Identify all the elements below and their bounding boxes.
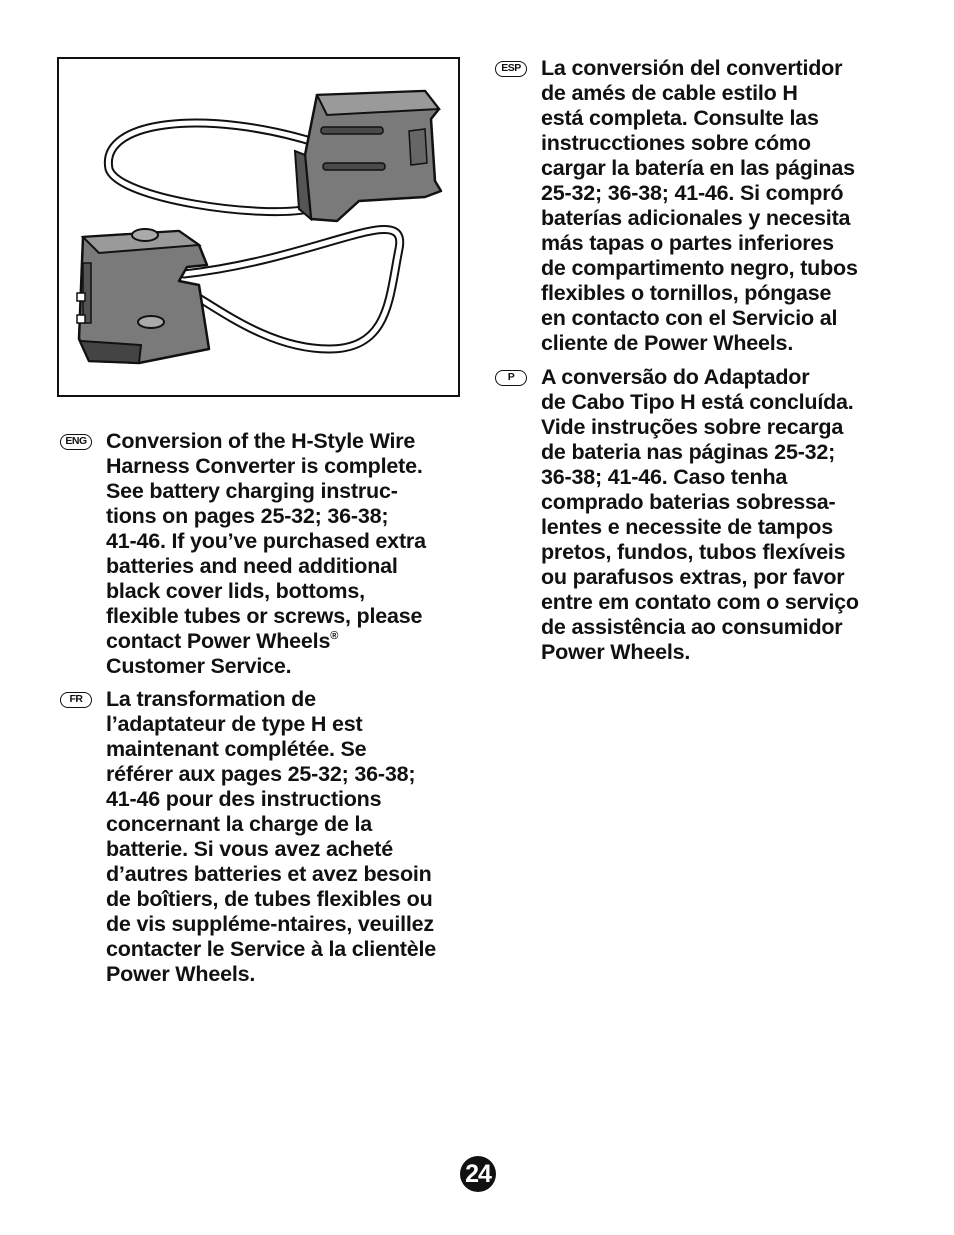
- text-line: Vide instruções sobre recarga: [541, 415, 844, 439]
- text-line: contacter le Service à la clientèle: [106, 937, 437, 961]
- text-line: de bateria nas páginas 25-32;: [541, 440, 836, 464]
- text-line: está completa. Consulte las: [541, 106, 819, 130]
- text-line: Harness Converter is complete.: [106, 454, 423, 478]
- text-line: entre em contato com o serviço: [541, 590, 859, 614]
- text-line: de vis suppléme-ntaires, veuillez: [106, 912, 434, 936]
- text-line: lentes e necessite de tampos: [541, 515, 833, 539]
- text-line: de boîtiers, de tubes flexibles ou: [106, 887, 433, 911]
- text-line: batterie. Si vous avez acheté: [106, 837, 393, 861]
- text-line: Customer Service.: [106, 654, 292, 678]
- spanish-text: [541, 56, 858, 356]
- text-line: flexibles o tornillos, póngase: [541, 281, 832, 305]
- text-line: de assistência ao consumidor: [541, 615, 843, 639]
- text-line: 41-46 pour des instructions: [106, 787, 382, 811]
- text-line: 25-32; 36-38; 41-46. Si compró: [541, 181, 844, 205]
- lang-badge-eng: ENG: [60, 434, 92, 450]
- text-line: más tapas o partes inferiores: [541, 231, 834, 255]
- text-line: Conversion of the H-Style Wire: [106, 429, 416, 453]
- registered-mark: ®: [330, 630, 339, 642]
- text-line: Power Wheels.: [541, 640, 691, 664]
- text-line: ou parafusos extras, por favor: [541, 565, 845, 589]
- wire-harness-figure: [57, 57, 460, 397]
- lang-badge-p: P: [495, 370, 527, 386]
- text-line: de compartimento negro, tubos: [541, 256, 858, 280]
- text-line: de Cabo Tipo H está concluída.: [541, 390, 854, 414]
- text-line: de amés de cable estilo H: [541, 81, 798, 105]
- text-line: en contacto con el Servicio al: [541, 306, 838, 330]
- text-line: Power Wheels.: [106, 962, 256, 986]
- text-line: référer aux pages 25-32; 36-38;: [106, 762, 416, 786]
- portuguese-text: [541, 365, 859, 665]
- text-line: l’adaptateur de type H est: [106, 712, 363, 736]
- text-line: La conversión del convertidor: [541, 56, 843, 80]
- text-line: black cover lids, bottoms,: [106, 579, 365, 603]
- text-line: tions on pages 25-32; 36-38;: [106, 504, 389, 528]
- text-line: d’autres batteries et avez besoin: [106, 862, 432, 886]
- text-line: concernant la charge de la: [106, 812, 373, 836]
- french-text: [106, 687, 436, 987]
- text-line: batteries and need additional: [106, 554, 398, 578]
- text-line: La transformation de: [106, 687, 316, 711]
- text-line: maintenant complétée. Se: [106, 737, 367, 761]
- text-line: instrucctiones sobre cómo: [541, 131, 811, 155]
- english-text: [106, 429, 426, 679]
- text-line: See battery charging instruc-: [106, 479, 398, 503]
- wire-harness-converter-icon: [59, 59, 458, 395]
- text-line: baterías adicionales y necesita: [541, 206, 851, 230]
- text-line-main: contact Power Wheels: [106, 629, 331, 653]
- text-line: 41-46. If you’ve purchased extra: [106, 529, 426, 553]
- text-line: A conversão do Adaptador: [541, 365, 810, 389]
- lang-badge-fr: FR: [60, 692, 92, 708]
- text-line: flexible tubes or screws, please: [106, 604, 423, 628]
- text-line: [106, 629, 426, 654]
- text-line: 36-38; 41-46. Caso tenha: [541, 465, 788, 489]
- text-line: cliente de Power Wheels.: [541, 331, 794, 355]
- text-line: comprado baterias sobressa-: [541, 490, 836, 514]
- text-line: pretos, fundos, tubos flexíveis: [541, 540, 846, 564]
- page-number: 24: [460, 1156, 496, 1192]
- lang-badge-esp: ESP: [495, 61, 527, 77]
- text-line: cargar la batería en las páginas: [541, 156, 855, 180]
